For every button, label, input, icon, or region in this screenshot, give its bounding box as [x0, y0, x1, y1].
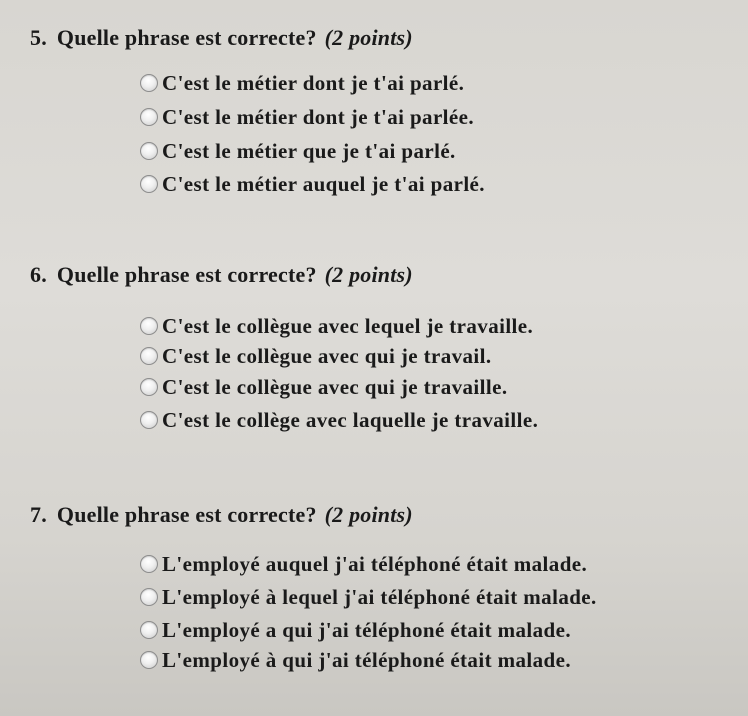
question-title [30, 25, 413, 51]
question-number: 7. [30, 502, 47, 527]
radio-button[interactable] [140, 142, 158, 160]
radio-button[interactable] [140, 175, 158, 193]
radio-button[interactable] [140, 74, 158, 92]
option-label: C'est le métier dont je t'ai parlée. [162, 104, 474, 129]
answer-option[interactable] [140, 341, 492, 371]
question-text: Quelle phrase est correcte? [56, 262, 317, 287]
radio-button[interactable] [140, 588, 158, 606]
question-title [30, 502, 413, 528]
answer-option[interactable] [140, 549, 587, 579]
radio-button[interactable] [140, 621, 158, 639]
question-title [30, 262, 413, 288]
answer-option[interactable] [140, 311, 533, 341]
answer-option[interactable] [140, 169, 485, 199]
option-label: C'est le métier que je t'ai parlé. [162, 138, 456, 163]
answer-option[interactable] [140, 136, 456, 166]
option-label: C'est le métier dont je t'ai parlé. [162, 70, 465, 95]
option-label: C'est le collège avec laquelle je travaille. [162, 407, 539, 432]
option-label: C'est le collègue avec qui je travaille. [162, 374, 508, 399]
radio-button[interactable] [140, 347, 158, 365]
question-number: 5. [30, 25, 47, 50]
option-label: C'est le métier auquel je t'ai parlé. [162, 171, 485, 196]
question-points: (2 points) [324, 25, 413, 50]
radio-button[interactable] [140, 108, 158, 126]
question-text: Quelle phrase est correcte? [56, 502, 317, 527]
radio-button[interactable] [140, 651, 158, 669]
radio-button[interactable] [140, 555, 158, 573]
answer-option[interactable] [140, 615, 571, 645]
option-label: L'employé à qui j'ai téléphoné était malade. [162, 647, 571, 672]
question-text: Quelle phrase est correcte? [56, 25, 317, 50]
answer-option[interactable] [140, 582, 597, 612]
answer-option[interactable] [140, 372, 508, 402]
option-label: L'employé à lequel j'ai téléphoné était malade. [162, 584, 597, 609]
option-label: L'employé auquel j'ai téléphoné était malade. [162, 551, 588, 576]
question-number: 6. [30, 262, 47, 287]
option-label: C'est le collègue avec lequel je travaille. [162, 313, 534, 338]
radio-button[interactable] [140, 378, 158, 396]
radio-button[interactable] [140, 317, 158, 335]
answer-option[interactable] [140, 405, 538, 435]
option-label: L'employé a qui j'ai téléphoné était malade. [162, 617, 571, 642]
question-points: (2 points) [324, 262, 413, 287]
question-points: (2 points) [324, 502, 413, 527]
answer-option[interactable] [140, 68, 464, 98]
radio-button[interactable] [140, 411, 158, 429]
option-label: C'est le collègue avec qui je travail. [162, 343, 492, 368]
answer-option[interactable] [140, 102, 474, 132]
answer-option[interactable] [140, 645, 571, 675]
